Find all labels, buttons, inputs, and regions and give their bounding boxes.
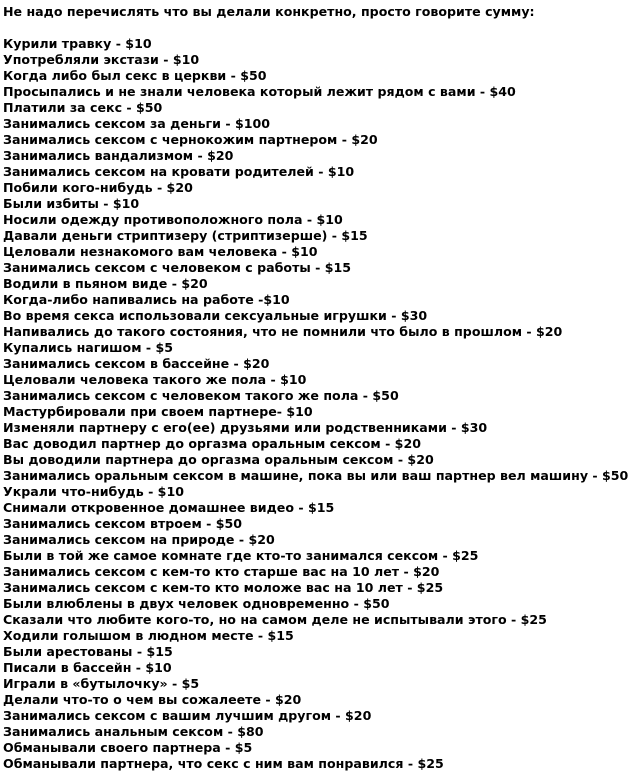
list-item: Напивались до такого состояния, что не помнили что было в прошлом - $20: [3, 324, 563, 339]
list-item: Носили одежду противоположного пола - $10: [3, 212, 343, 227]
blank-line: [3, 20, 641, 36]
list-item: Занимались сексом на природе - $20: [3, 532, 275, 547]
list-item: Употребляли экстази - $10: [3, 52, 200, 67]
list-item: Были арестованы - $15: [3, 644, 173, 659]
list-item: Во время секса использовали сексуальные игрушки - $30: [3, 308, 428, 323]
list-item: Играли в «бутылочку» - $5: [3, 676, 200, 691]
list-item: Занимались сексом с кем-то кто старше вас на 10 лет - $20: [3, 564, 440, 579]
list-item: Снимали откровенное домашнее видео - $15: [3, 500, 335, 515]
list-item: Занимались сексом с чернокожим партнером - $20: [3, 132, 378, 147]
list-item: Целовали человека такого же пола - $10: [3, 372, 307, 387]
list-item: Занимались сексом за деньги - $100: [3, 116, 271, 131]
list-item: Давали деньги стриптизеру (стриптизерше) - $15: [3, 228, 368, 243]
list-item: Платили за секс - $50: [3, 100, 163, 115]
list-item: Курили травку - $10: [3, 36, 152, 51]
list-item: Занимались оральным сексом в машине, пока вы или ваш партнер вел машину - $50: [3, 468, 629, 483]
list-item: Сказали что любите кого-то, но на самом деле не испытывали этого - $25: [3, 612, 547, 627]
list-item: Ходили голышом в людном месте - $15: [3, 628, 294, 643]
item-list: [3, 36, 641, 772]
list-item: Просыпались и не знали человека который лежит рядом с вами - $40: [3, 84, 516, 99]
list-item: Занимались вандализмом - $20: [3, 148, 234, 163]
list-item: Занимались сексом втроем - $50: [3, 516, 243, 531]
list-item: Вы доводили партнера до оргазма оральным сексом - $20: [3, 452, 434, 467]
list-item: Были избиты - $10: [3, 196, 140, 211]
list-item: Занимались сексом с человеком такого же пола - $50: [3, 388, 399, 403]
list-item: Водили в пьяном виде - $20: [3, 276, 208, 291]
list-item: Купались нагишом - $5: [3, 340, 174, 355]
list-item: Занимались анальным сексом - $80: [3, 724, 264, 739]
list-item: Занимались сексом с вашим лучшим другом - $20: [3, 708, 372, 723]
list-item: Побили кого-нибудь - $20: [3, 180, 193, 195]
list-item: Занимались сексом в бассейне - $20: [3, 356, 270, 371]
list-item: Мастурбировали при своем партнере- $10: [3, 404, 313, 419]
list-item: Делали что-то о чем вы сожалеете - $20: [3, 692, 302, 707]
document-body: [3, 4, 641, 772]
intro-line: Не надо перечислять что вы делали конкретно, просто говорите сумму:: [3, 4, 535, 19]
list-item: Занимались сексом на кровати родителей - $10: [3, 164, 355, 179]
list-item: Целовали незнакомого вам человека - $10: [3, 244, 318, 259]
list-item: Были в той же самое комнате где кто-то занимался сексом - $25: [3, 548, 479, 563]
list-item: Занимались сексом с кем-то кто моложе вас на 10 лет - $25: [3, 580, 444, 595]
list-item: Писали в бассейн - $10: [3, 660, 172, 675]
list-item: Занимались сексом с человеком с работы - $15: [3, 260, 352, 275]
list-item: Когда либо был секс в церкви - $50: [3, 68, 267, 83]
list-item: Изменяли партнеру с его(ее) друзьями или родственниками - $30: [3, 420, 488, 435]
list-item: Были влюблены в двух человек одновременно - $50: [3, 596, 390, 611]
list-item: Обманывали партнера, что секс с ним вам понравился - $25: [3, 756, 444, 771]
list-item: Вас доводил партнер до оргазма оральным сексом - $20: [3, 436, 421, 451]
list-item: Украли что-нибудь - $10: [3, 484, 184, 499]
list-item: Когда-либо напивались на работе -$10: [3, 292, 290, 307]
list-item: Обманывали своего партнера - $5: [3, 740, 253, 755]
